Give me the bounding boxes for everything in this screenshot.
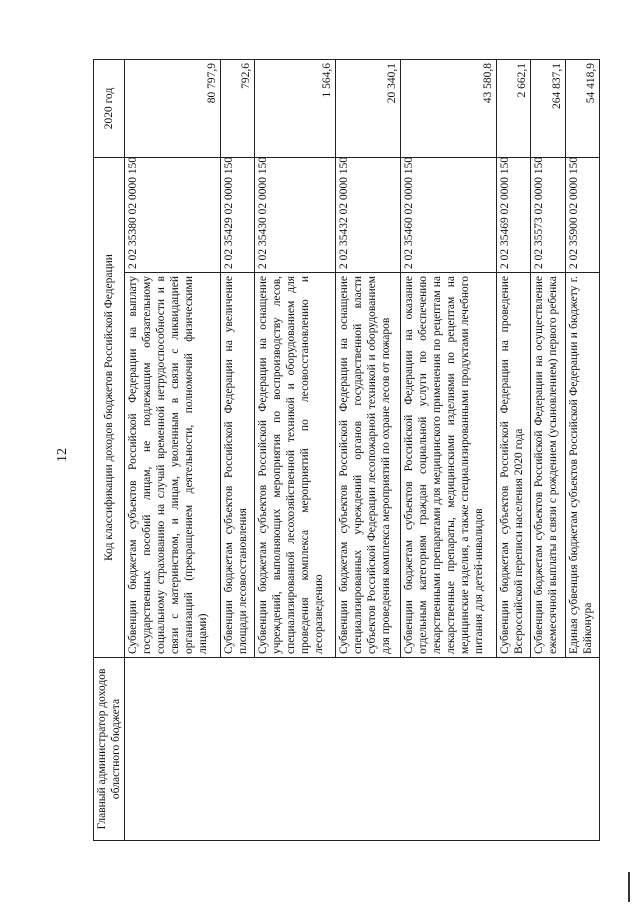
row-code: 2 02 35429 02 0000 150 — [221, 157, 255, 272]
row-description: Субвенции бюджетам субъектов Российской Федерации на оснащение специализированных учреждений органов государственной власти субъектов Российской Федерации лесопожарной техникой и оборудованием для проведения комплекса мероприятий по охране лесов от пожаров — [335, 273, 400, 658]
row-description: Субвенции бюджетам субъектов Российской Федерации на проведение Всероссийской переписи населения 2020 года — [497, 273, 531, 658]
row-code: 2 02 35469 02 0000 150 — [497, 157, 531, 272]
table-row — [125, 59, 221, 840]
header-year: 2020 год — [94, 59, 125, 157]
row-amount: 264 837,1 — [531, 59, 565, 157]
row-amount: 80 797,9 — [125, 59, 221, 157]
row-code: 2 02 35900 02 0000 150 — [565, 157, 599, 272]
row-code: 2 02 35460 02 0000 150 — [401, 157, 497, 272]
header-code-name: Код классификации доходов бюджетов Российской Федерации — [94, 157, 125, 657]
row-code: 2 02 35380 02 0000 150 — [125, 157, 221, 272]
row-description: Субвенции бюджетам субъектов Российской Федерации на оказание отдельным категориям граждан социальной услуги по обеспечению лекарственными препаратами для медицинского применения по рецептам на лекарственные препараты, медицинскими изделиями по рецептам на медицинские изделия, а также специализированными продуктами лечебного питания для детей-инвалидов — [401, 273, 497, 658]
rotated-table-wrapper — [93, 60, 600, 841]
page-number: 12 — [55, 448, 70, 462]
row-amount: 1 564,6 — [255, 59, 336, 157]
row-amount: 54 418,9 — [565, 59, 599, 157]
row-amount: 2 662,1 — [497, 59, 531, 157]
row-amount: 43 580,8 — [401, 59, 497, 157]
rotated-table-container — [93, 60, 600, 841]
row-description: Субвенции бюджетам субъектов Российской Федерации на увеличение площади лесовосстановления — [221, 273, 255, 658]
row-code: 2 02 35430 02 0000 150 — [255, 157, 336, 272]
row-code: 2 02 35432 02 0000 150 — [335, 157, 400, 272]
row-description: Единая субвенция бюджетам субъектов Российской Федерации и бюджету г. Байконура — [565, 273, 599, 658]
row-description: Субвенции бюджетам субъектов Российской Федерации на выплату государственных пособий лицам, не подлежащим обязательному социальному страхованию на случай временной нетрудоспособности и в связи с материнством, и лицам, уволенным в связи с ликвидацией организаций (прекращением деятельности, полномочий физическими лицами) — [125, 273, 221, 658]
row-description: Субвенции бюджетам субъектов Российской Федерации на оснащение учреждений, выполняющих мероприятия по воспроизводству лесов, специализированной лесохозяйственной техникой и оборудованием для проведения комплекса мероприятий по лесовосстановлению и лесоразведению — [255, 273, 336, 658]
admin-cell — [125, 658, 600, 841]
row-description: Субвенции бюджетам субъектов Российской Федерации на осуществление ежемесячной выплаты в связи с рождением (усыновлением) первого ребенка — [531, 273, 565, 658]
row-amount: 20 340,1 — [335, 59, 400, 157]
row-code: 2 02 35573 02 0000 150 — [531, 157, 565, 272]
scan-edge-mark — [628, 872, 630, 902]
table-header-row — [94, 59, 125, 840]
header-admin: Главный администратор доходов областного бюджета — [94, 658, 125, 841]
row-amount: 792,6 — [221, 59, 255, 157]
revenue-table — [93, 59, 600, 841]
